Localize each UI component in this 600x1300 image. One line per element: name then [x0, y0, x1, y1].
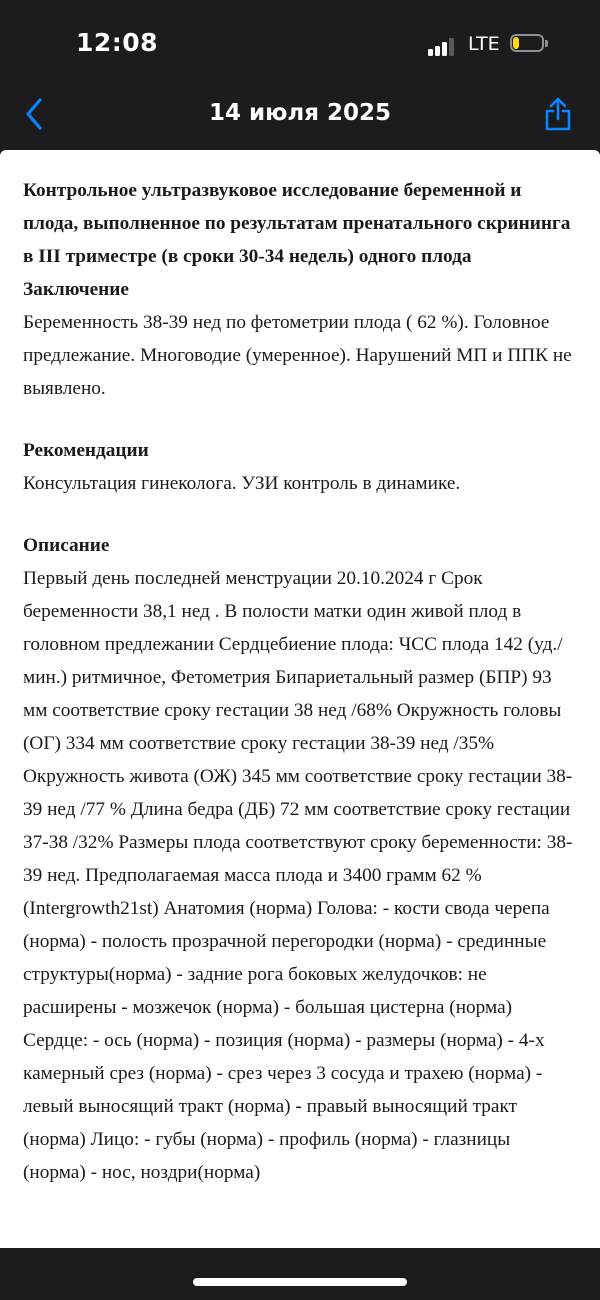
- signal-bar: [435, 46, 440, 56]
- page-title: 14 июля 2025: [208, 100, 392, 126]
- signal-bar: [449, 38, 454, 56]
- document-content: [0, 150, 600, 1189]
- document-title: Контрольное ультразвуковое исследование беременной и плода, выполненное по результатам пренатального скрининга в III триместре (в сроки 30-34 недель) одного плода: [23, 180, 571, 267]
- battery-icon: [510, 34, 548, 54]
- network-type: LTE: [468, 33, 500, 55]
- conclusion-heading: Заключение: [23, 279, 129, 300]
- document-viewer[interactable]: [0, 150, 600, 1248]
- share-icon: [543, 96, 573, 132]
- battery-fill: [513, 37, 519, 49]
- recommendations-heading: Рекомендации: [23, 440, 149, 461]
- status-bar: [0, 0, 600, 80]
- battery-cap: [545, 40, 548, 47]
- signal-bar: [428, 49, 433, 56]
- description-text: Первый день последней менструации 20.10.2024 г Срок беременности 38,1 нед . В полости матки один живой плод в головном предлежании Сердцебиение плода: ЧСС плода 142 (уд./мин.) ритмичное, Фетометрия Бипариетальный размер (БПР) 93 мм соответствие сроку гестации 38 нед /68% Окружность головы (ОГ) 334 мм соответствие сроку гестации 38-39 нед /35% Окружность живота (ОЖ) 345 мм соответствие сроку гестации 38-39 нед /77 % Длина бедра (ДБ) 72 мм соответствие сроку гестации 37-38 /32% Размеры плода соответствуют сроку беременности: 38-39 нед. Предполагаемая масса плода и 3400 грамм 62 % (Intergrowth21st) Анатомия (норма) Голова: - кости свода черепа (норма) - полость прозрачной перегородки (норма) - срединные структуры(норма) - задние рога боковых желудочков: не расширены - мозжечок (норма) - большая цистерна (норма) Сердце: - ось (норма) - позиция (норма) - размеры (норма) - 4-х камерный срез (норма) - срез через 3 сосуда и трахею (норма) - левый выносящий тракт (норма) - правый выносящий тракт (норма) Лицо: - губы (норма) - профиль (норма) - глазницы (норма) - нос, ноздри(норма): [23, 568, 573, 1183]
- section-spacer: [23, 405, 576, 434]
- recommendations-text: Консультация гинеколога. УЗИ контроль в динамике.: [23, 473, 461, 494]
- conclusion-text: Беременность 38-39 нед по фетометрии плода ( 62 %). Головное предлежание. Многоводие (умеренное). Нарушений МП и ППК не выявлено.: [23, 312, 572, 399]
- status-time: 12:08: [76, 28, 159, 57]
- description-heading: Описание: [23, 535, 110, 556]
- share-button[interactable]: [538, 94, 578, 134]
- navigation-bar: [0, 80, 600, 150]
- section-spacer: [23, 500, 576, 529]
- cellular-signal-icon: [428, 36, 456, 56]
- signal-bar: [442, 42, 447, 56]
- home-indicator[interactable]: [193, 1278, 407, 1286]
